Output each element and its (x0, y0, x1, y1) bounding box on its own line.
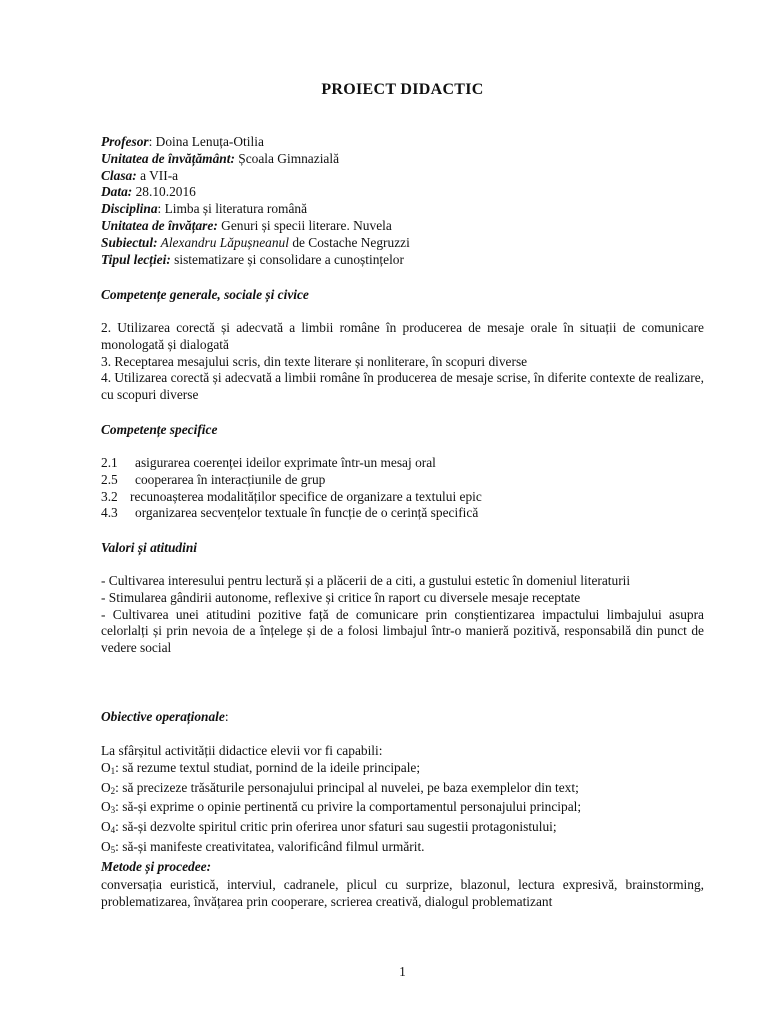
info-subiectul: Subiectul: Alexandru Lăpușneanul de Costache Negruzzi (101, 234, 410, 250)
valori-list (101, 573, 704, 657)
obiectiv-item: $O_5$: să-și manifeste creativitatea, valorificând filmul urmărit. (101, 838, 425, 855)
metode-text: conversația euristică, interviul, cadranele, plicul cu surprize, blazonul, lectura expresivă, brainstorming, problematizarea, învățarea prin cooperare, scrierea creativă, dialogul problematizant (101, 877, 704, 909)
obiective-list (101, 743, 704, 859)
info-data: Data: 28.10.2016 (101, 184, 196, 200)
info-profesor: Profesor: Doina Lenuța-Otilia (101, 134, 264, 149)
obiectiv-item: $O_2$: să precizeze trăsăturile personajului principal al nuvelei, pe baza exemplelor din text; (101, 779, 579, 796)
obiectiv-item: $O_4$: să-și dezvolte spiritul critic prin oferirea unor sfaturi sau sugestii protagonistului; (101, 819, 557, 836)
info-unitate: Unitatea de învățământ: Școala Gimnazială (101, 150, 340, 166)
valori-heading: Valori și atitudini (101, 540, 198, 555)
document-page (101, 0, 704, 1024)
metode-text-block (101, 877, 704, 911)
competenta-specifica-item: 3.2 recunoașterea modalităților specifice de organizare a textului epic (101, 488, 482, 504)
document-title: PROIECT DIDACTIC (321, 81, 484, 98)
valori-item: - Cultivarea interesului pentru lectură și a plăcerii de a citi, a gustului estetic în domeniul literaturii (101, 573, 631, 588)
obiective-heading: Obiective operaționale: (101, 709, 229, 724)
competente-specifice-list (101, 455, 704, 522)
obiectiv-item: $O_3$: să-și exprime o opinie pertinentă cu privire la comportamentul personajului principal; (101, 799, 582, 816)
competenta-generala-item: 2. Utilizarea corectă și adecvată a limbii române în producerea de mesaje orale în situații de comunicare monologată și dialogată (101, 320, 704, 352)
competenta-specifica-item: 4.3 organizarea secvențelor textuale în funcție de o cerință specifică (101, 505, 479, 521)
info-disciplina: Disciplina: Limba și literatura română (101, 201, 308, 217)
info-clasa: Clasa: a VII-a (101, 167, 179, 183)
competenta-specifica-item: 2.5 cooperarea în interacțiunile de grup (101, 471, 326, 487)
info-block (101, 134, 704, 268)
info-tipul: Tipul lecției: sistematizare și consolidare a cunoștințelor (101, 251, 404, 267)
competenta-generala-item: 4. Utilizarea corectă și adecvată a limbii române în producerea de mesaje scrise, în diferite contexte de realizare, cu scopuri diverse (101, 370, 704, 403)
competente-generale-list (101, 320, 704, 404)
obiective-intro: La sfârșitul activității didactice elevii vor fi capabili: (101, 743, 383, 758)
competente-generale-heading: Competențe generale, sociale și civice (101, 287, 309, 302)
valori-item: - Cultivarea unei atitudini pozitive față de comunicare prin conștientizarea impactului limbajului asupra celorlalți și prin nevoia de a înțelege și de a folosi limbajul într-o manieră pozitivă, responsabilă din punct de vedere social (101, 606, 704, 656)
competenta-generala-item: 3. Receptarea mesajului scris, din texte literare și nonliterare, în scopuri diverse (101, 353, 528, 369)
metode-heading: Metode și procedee: (101, 859, 212, 874)
info-unitate-invatare: Unitatea de învățare: Genuri și specii literare. Nuvela (101, 217, 392, 233)
competenta-specifica-item: 2.1 asigurarea coerenței ideilor exprimate într-un mesaj oral (101, 455, 436, 470)
valori-item: - Stimularea gândirii autonome, reflexive și critice în raport cu diversele mesaje receptate (101, 589, 581, 605)
page-number: 1 (399, 964, 406, 979)
obiectiv-item: $O_1$: să rezume textul studiat, pornind de la ideile principale; (101, 759, 421, 776)
competente-specifice-heading: Competențe specifice (101, 422, 218, 437)
